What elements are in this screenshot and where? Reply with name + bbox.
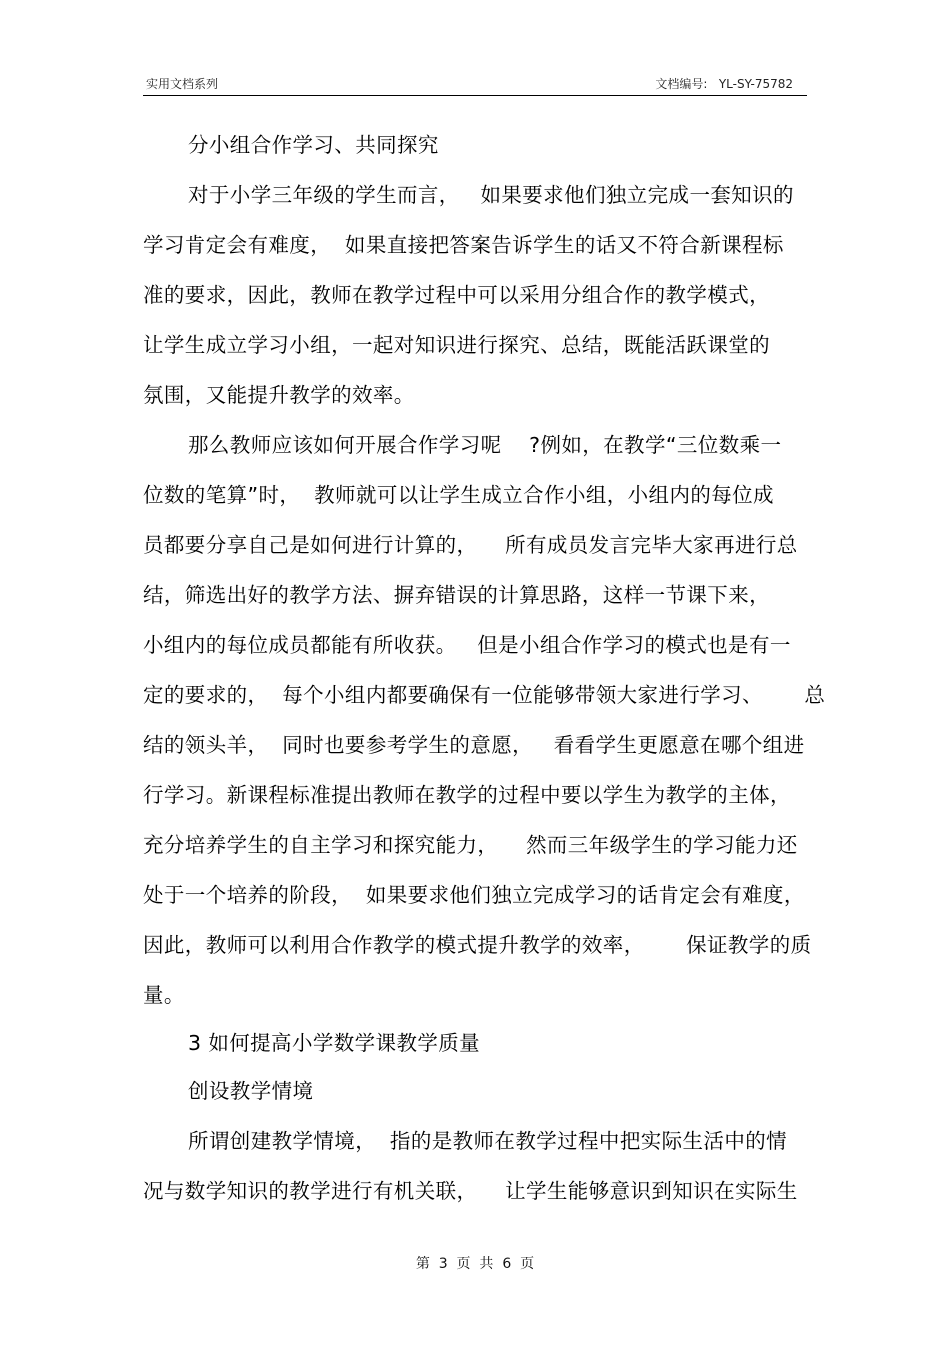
paragraph-line: 充分培养学生的自主学习和探究能力， 然而三年级学生的学习能力还 (143, 833, 798, 857)
paragraph-line: 所谓创建教学情境， 指的是教师在教学过程中把实际生活中的情 (188, 1129, 788, 1153)
subsection-heading: 创设教学情境 (188, 1079, 314, 1103)
paragraph-line: 因此，教师可以利用合作教学的模式提升教学的效率， 保证教学的质 (143, 933, 812, 957)
page-footer: 第 3 页 共 6 页 (415, 1256, 535, 1272)
paragraph-line: 况与数学知识的教学进行有机关联， 让学生能够意识到知识在实际生 (143, 1179, 798, 1203)
paragraph-line: 准的要求，因此，教师在教学过程中可以采用分组合作的教学模式， (143, 283, 770, 307)
paragraph-line: 行学习。新课程标准提出教师在教学的过程中要以学生为教学的主体， (143, 783, 791, 807)
paragraph-line: 小组内的每位成员都能有所收获。 但是小组合作学习的模式也是有一 (143, 633, 791, 657)
paragraph-line: 那么教师应该如何开展合作学习呢 ?例如，在教学“三位数乘一 (188, 433, 782, 457)
section-heading: 分小组合作学习、共同探究 (188, 133, 439, 157)
paragraph-line: 位数的笔算”时， 教师就可以让学生成立合作小组，小组内的每位成 (143, 483, 774, 507)
paragraph-line: 学习肯定会有难度， 如果直接把答案告诉学生的话又不符合新课程标 (143, 233, 784, 257)
section-heading: 3 如何提高小学数学课教学质量 (188, 1031, 481, 1055)
paragraph-line: 定的要求的， 每个小组内都要确保有一位能够带领大家进行学习、 总 (143, 683, 826, 707)
page-header (143, 72, 807, 96)
header-series-title: 实用文档系列 (146, 77, 219, 91)
header-divider (143, 95, 807, 96)
paragraph-line: 结，筛选出好的教学方法、摒弃错误的计算思路，这样一节课下来， (143, 583, 770, 607)
paragraph-line: 氛围，又能提升教学的效率。 (143, 383, 415, 407)
paragraph-line: 量。 (143, 983, 185, 1007)
paragraph-line: 对于小学三年级的学生而言， 如果要求他们独立完成一套知识的 (188, 183, 794, 207)
paragraph-line: 处于一个培养的阶段， 如果要求他们独立完成学习的话肯定会有难度， (143, 883, 805, 907)
paragraph-line: 结的领头羊， 同时也要参考学生的意愿， 看看学生更愿意在哪个组进 (143, 733, 805, 757)
header-document-number: 文档编号: YL-SY-75782 (655, 77, 793, 91)
paragraph-line: 员都要分享自己是如何进行计算的， 所有成员发言完毕大家再进行总 (143, 533, 798, 557)
paragraph-line: 让学生成立学习小组，一起对知识进行探究、总结，既能活跃课堂的 (143, 333, 770, 357)
